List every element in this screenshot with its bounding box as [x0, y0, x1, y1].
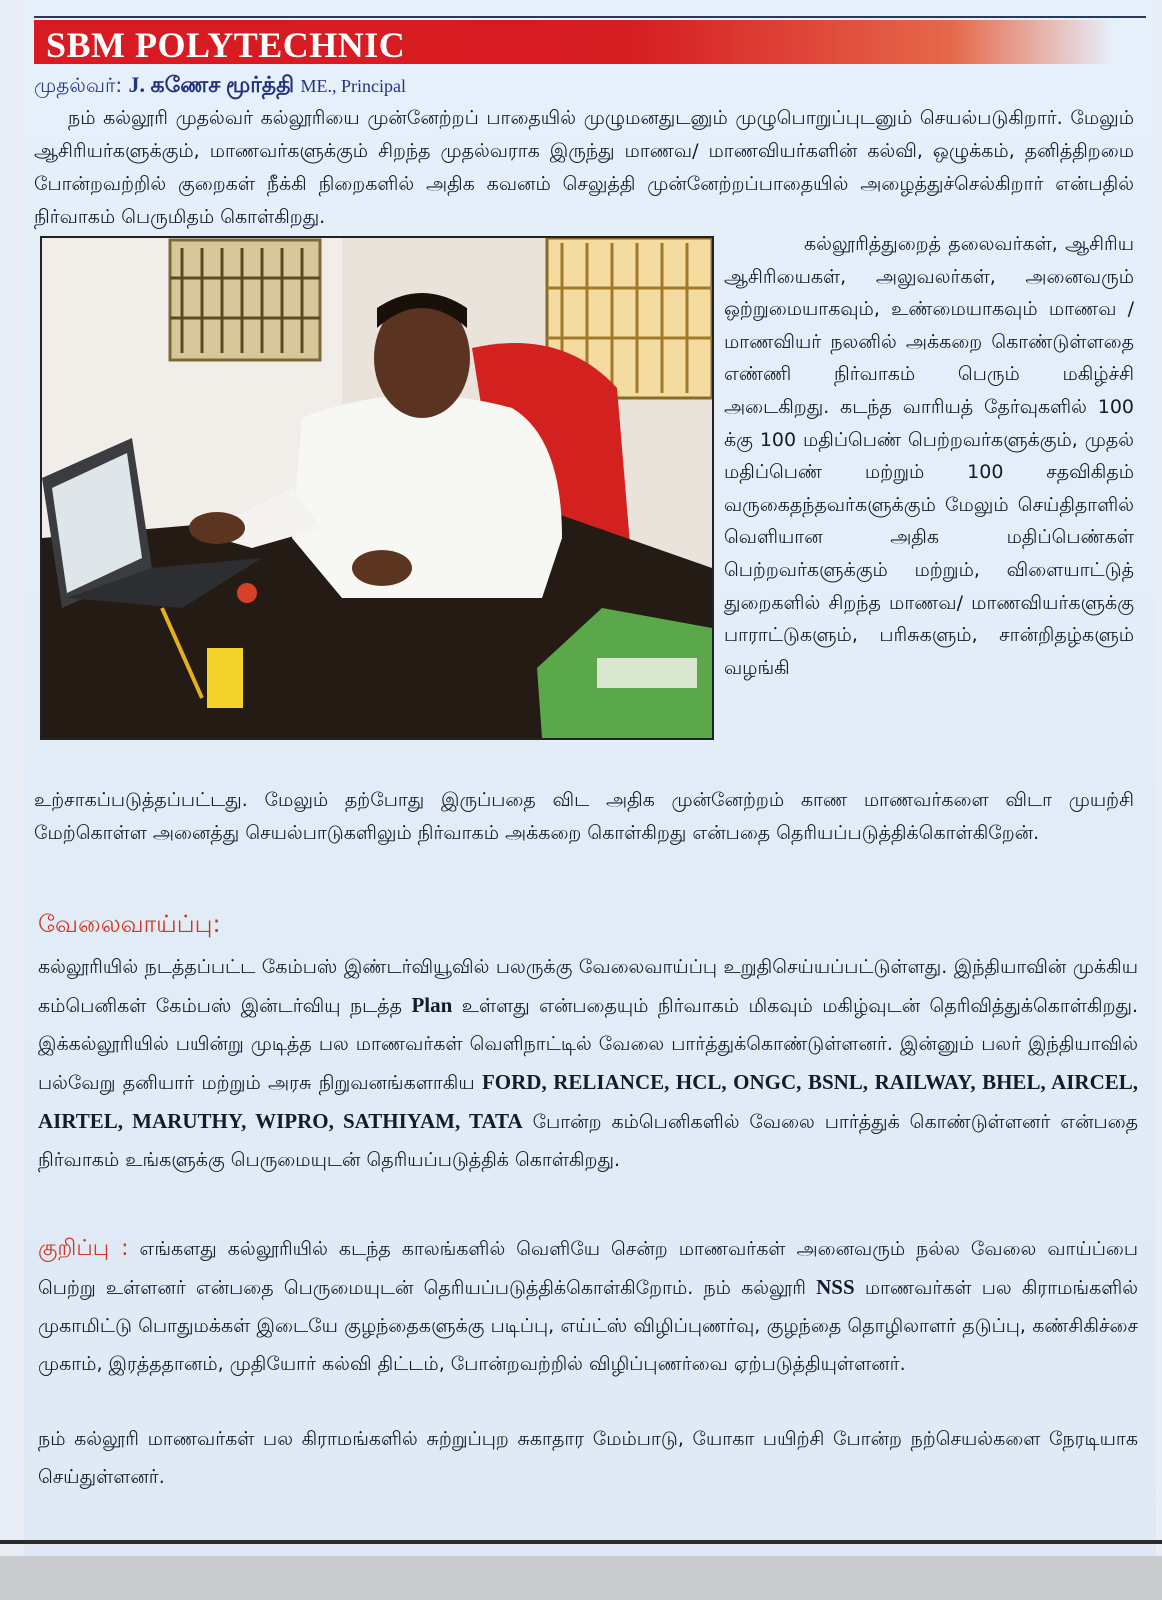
intro-paragraph: நம் கல்லூரி முதல்வர் கல்லூரியை முன்னேற்றப் பாதையில் முழுமனதுடனும் முழுபொறுப்புடனும் செயல்படுகிறார். மேலும் ஆசிரியர்களுக்கும், மாணவர்களுக்கும் சிறந்த முதல்வராக இருந்து மாணவ/ மாணவியர்களின் கல்வி, ஒழுக்கம், தனித்திறமை போன்றவற்றில் குறைகள் நீக்கி நிறைகளில் அதிக கவனம் செலுத்தி முன்னேற்றப்பாதையில் அழைத்துச்செல்கிறார் என்பதில் நிர்வாகம் பெருமிதம் கொள்கிறது. — [34, 107, 1134, 228]
nss-word: NSS — [816, 1275, 855, 1299]
note-paragraph — [38, 1230, 1138, 1383]
principal-line — [34, 72, 406, 102]
magazine-page — [24, 0, 1156, 1556]
employment-text-1: கல்லூரியில் நடத்தப்பட்ட கேம்பஸ் இண்டர்வியூவில் பலருக்கு வேலைவாய்ப்பு உறுதிசெய்யப்பட்டுள்ளது. இந்தியாவின் முக்கிய கம்பெனிகள் கேம்பஸ் இன்டர்வியு நடத்த — [38, 956, 1138, 1017]
principal-photo — [40, 236, 714, 740]
employment-text-2: உள்ளது என்பதையும் நிர்வாகம் மிகவும் மகிழ்வுடன் தெரிவித்துக்கொள்கிறது. இக்கல்லூரியில் பயின்று முடித்த பல மாணவர்கள் வெளிநாட்டில் வேலை பார்த்துக்கொண்டுள்ளனர். இன்னும் பலர் இந்தியாவில் பல்வேறு தனியார் மற்றும் அரசு நிறுவனங்களாகிய — [38, 995, 1139, 1094]
employment-heading: வேலைவாய்ப்பு: — [38, 910, 221, 938]
principal-name: J. கணேச மூர்த்தி — [128, 72, 295, 97]
principal-degree: ME., Principal — [300, 76, 406, 96]
note-text-2: மாணவர்கள் பல கிராமங்களில் முகாமிட்டு பொதுமக்கள் இடையே குழந்தைகளுக்கு படிப்பு, எய்ட்ஸ் விழிப்புணர்வு, குழந்தை தொழிலாளர் தடுப்பு, கண்சிகிச்சை முகாம், இரத்ததானம், முதியோர் கல்வி திட்டம், போன்றவற்றில் விழிப்புணர்வை ஏற்படுத்தியுள்ளனர். — [38, 1277, 1138, 1375]
title-banner — [34, 20, 1114, 64]
closing-paragraph: நம் கல்லூரி மாணவர்கள் பல கிராமங்களில் சுற்றுப்புற சுகாதார மேம்பாடு, யோகா பயிற்சி போன்ற நற்செயல்களை நேரடியாக செய்துள்ளனர். — [38, 1428, 1138, 1488]
employment-text-3: போன்ற கம்பெனிகளில் வேலை பார்த்துக் கொண்டுள்ளனர் என்பதை நிர்வாகம் உங்களுக்கு பெருமையுடன் தெரியப்படுத்திக் கொள்கிறது. — [38, 1111, 1138, 1171]
principal-prefix: முதல்வர்: — [34, 73, 123, 97]
bottom-rule — [0, 1540, 1162, 1544]
employment-paragraph — [38, 948, 1138, 1179]
note-label: குறிப்பு : — [38, 1236, 129, 1261]
top-rule — [34, 16, 1146, 18]
company-list: FORD, RELIANCE, HCL, ONGC, BSNL, RAILWAY, BHEL, AIRCEL, AIRTEL, MARUTHY, WIPRO, SATHIYAM, TATA — [38, 1070, 1138, 1133]
scan-margin — [0, 1556, 1162, 1600]
side-paragraph: கல்லூரித்துறைத் தலைவர்கள், ஆசிரிய ஆசிரியைகள், அலுவலர்கள், அனைவரும் ஒற்றுமையாகவும், உண்மையாகவும் மாணவ / மாணவியர் நலனில் அக்கறை கொண்டுள்ளதை எண்ணி நிர்வாகம் பெரும் மகிழ்ச்சி அடைகிறது. கடந்த வாரியத் தேர்வுகளில் 100 க்கு 100 மதிப்பெண் பெற்றவர்களுக்கும், முதல் மதிப்பெண் மற்றும் 100 சதவிகிதம் வருகைதந்தவர்களுக்கும் மேலும் செய்திதாளில் வெளியான அதிக மதிப்பெண்கள் பெற்றவர்களுக்கும் மற்றும், விளையாட்டுத் துறைகளில் சிறந்த மாணவ/ மாணவியர்களுக்கு பாராட்டுகளும், பரிசுகளும், சான்றிதழ்களும் வழங்கி — [724, 233, 1134, 679]
college-title: SBM POLYTECHNIC — [46, 25, 406, 65]
continuation-paragraph: உற்சாகப்படுத்தப்பட்டது. மேலும் தற்போது இருப்பதை விட அதிக முன்னேற்றம் காண மாணவர்களை விடா முயற்சி மேற்கொள்ள அனைத்து செயல்பாடுகளிலும் நிர்வாகம் அக்கறை கொள்கிறது என்பதை தெரியப்படுத்திக்கொள்கிறேன். — [34, 789, 1134, 844]
plan-word: Plan — [411, 993, 453, 1017]
note-text-1: எங்களது கல்லூரியில் கடந்த காலங்களில் வெளியே சென்ற மாணவர்கள் அனைவரும் நல்ல வேலை வாய்ப்பை பெற்று உள்ளனர் என்பதை பெருமையுடன் தெரியப்படுத்திக்கொள்கிறோம். நம் கல்லூரி — [38, 1238, 1138, 1299]
